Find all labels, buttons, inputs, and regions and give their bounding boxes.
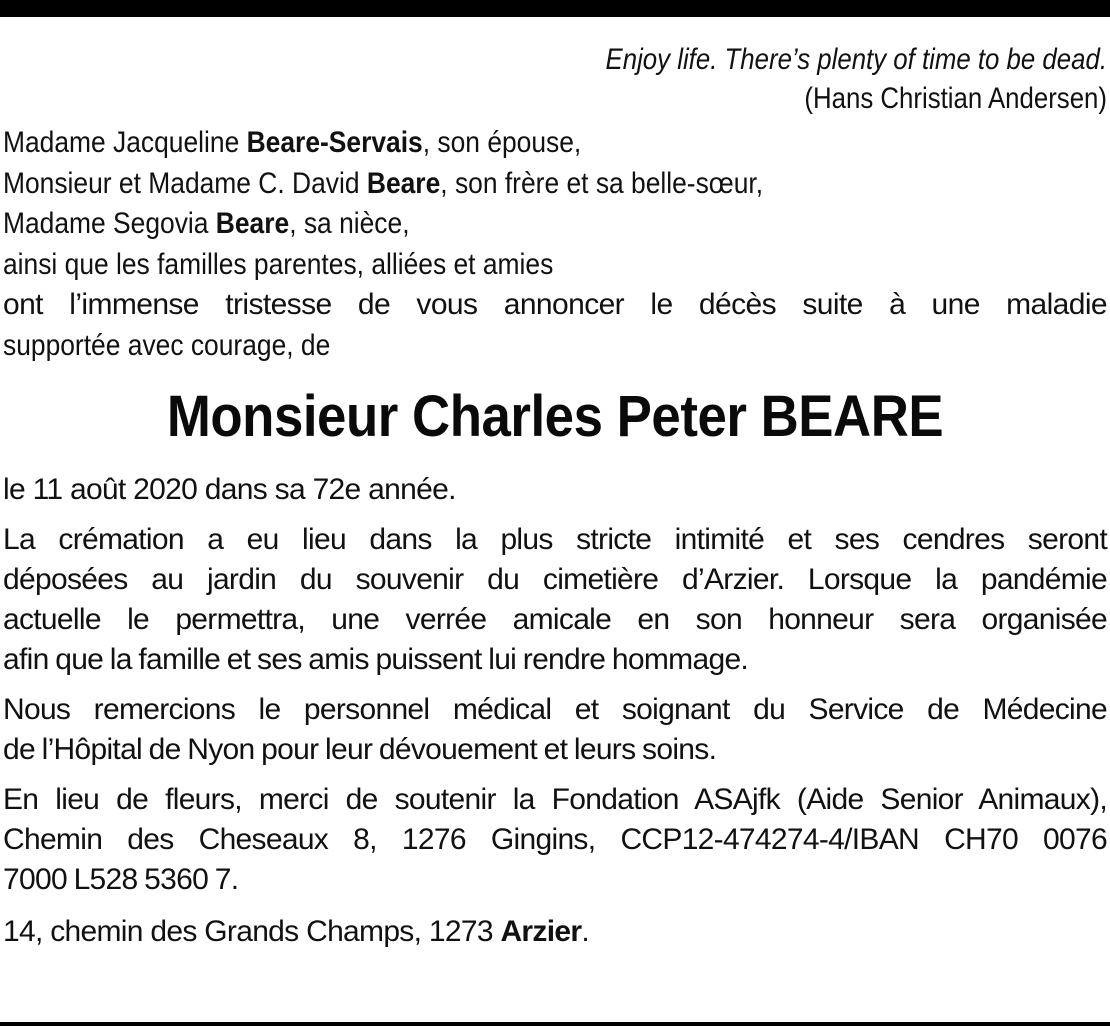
paragraph-line: actuelle le permettra, une verrée amicale en son honneur sera organisée <box>3 603 1107 636</box>
family-surname: Beare-Servais <box>246 126 423 159</box>
deceased-name: Monsieur Charles Peter BEARE <box>166 384 944 449</box>
epigraph-quote: Enjoy life. There’s plenty of time to be dead. <box>605 43 1107 76</box>
family-text: Monsieur et Madame C. David <box>3 166 367 200</box>
family-address <box>3 912 1107 952</box>
family-text: , son épouse, <box>422 126 582 159</box>
address-text: . <box>581 915 589 948</box>
cremation-paragraph <box>3 520 1107 680</box>
family-text: Madame Jacqueline <box>3 126 247 159</box>
family-announcement <box>3 123 1107 366</box>
family-line-brother <box>3 164 975 205</box>
family-line-relatives: ainsi que les familles parentes, alliées et amies <box>3 247 554 281</box>
family-text: , sa nièce, <box>289 207 410 240</box>
family-surname: Beare <box>366 166 441 200</box>
paragraph-line: En lieu de fleurs, merci de soutenir la Fondation ASAjfk (Aide Senior Animaux), <box>3 783 1107 816</box>
bottom-rule <box>0 1022 1110 1026</box>
family-line-spouse <box>3 123 975 164</box>
epigraph <box>158 40 1107 118</box>
paragraph-line: de l’Hôpital de Nyon pour leur dévouement et leurs soins. <box>3 733 717 766</box>
paragraph-line: Chemin des Cheseaux 8, 1276 Gingins, CCP12-474274-4/IBAN CH70 0076 <box>3 823 1107 856</box>
thanks-paragraph <box>3 690 1107 770</box>
obituary-notice <box>3 40 1107 952</box>
paragraph-line: afin que la famille et ses amis puissent lui rendre hommage. <box>3 643 749 676</box>
notice-body <box>3 520 1107 900</box>
family-text: , son frère et sa belle-sœur, <box>440 166 764 200</box>
family-surname: Beare <box>215 207 290 240</box>
epigraph-author: (Hans Christian Andersen) <box>804 82 1107 115</box>
family-line-niece <box>3 204 975 245</box>
top-rule <box>0 0 1110 17</box>
address-text: 14, chemin des Grands Champs, 1273 <box>3 915 501 948</box>
paragraph-line: La crémation a eu lieu dans la plus stricte intimité et ses cendres seront <box>3 523 1107 556</box>
paragraph-line: 7000 L528 5360 7. <box>3 863 239 896</box>
family-line-announcement: ont l’immense tristesse de vous annoncer le décès suite à une maladie <box>3 288 1107 321</box>
family-text: Madame Segovia <box>3 207 216 240</box>
donation-paragraph <box>3 780 1107 900</box>
date-of-death: le 11 août 2020 dans sa 72e année. <box>3 473 456 506</box>
address-town: Arzier <box>500 915 582 948</box>
paragraph-line: déposées au jardin du souvenir du cimetière d’Arzier. Lorsque la pandémie <box>3 563 1107 596</box>
family-line-courage: supportée avec courage, de <box>3 328 331 362</box>
paragraph-line: Nous remercions le personnel médical et soignant du Service de Médecine <box>3 693 1107 726</box>
